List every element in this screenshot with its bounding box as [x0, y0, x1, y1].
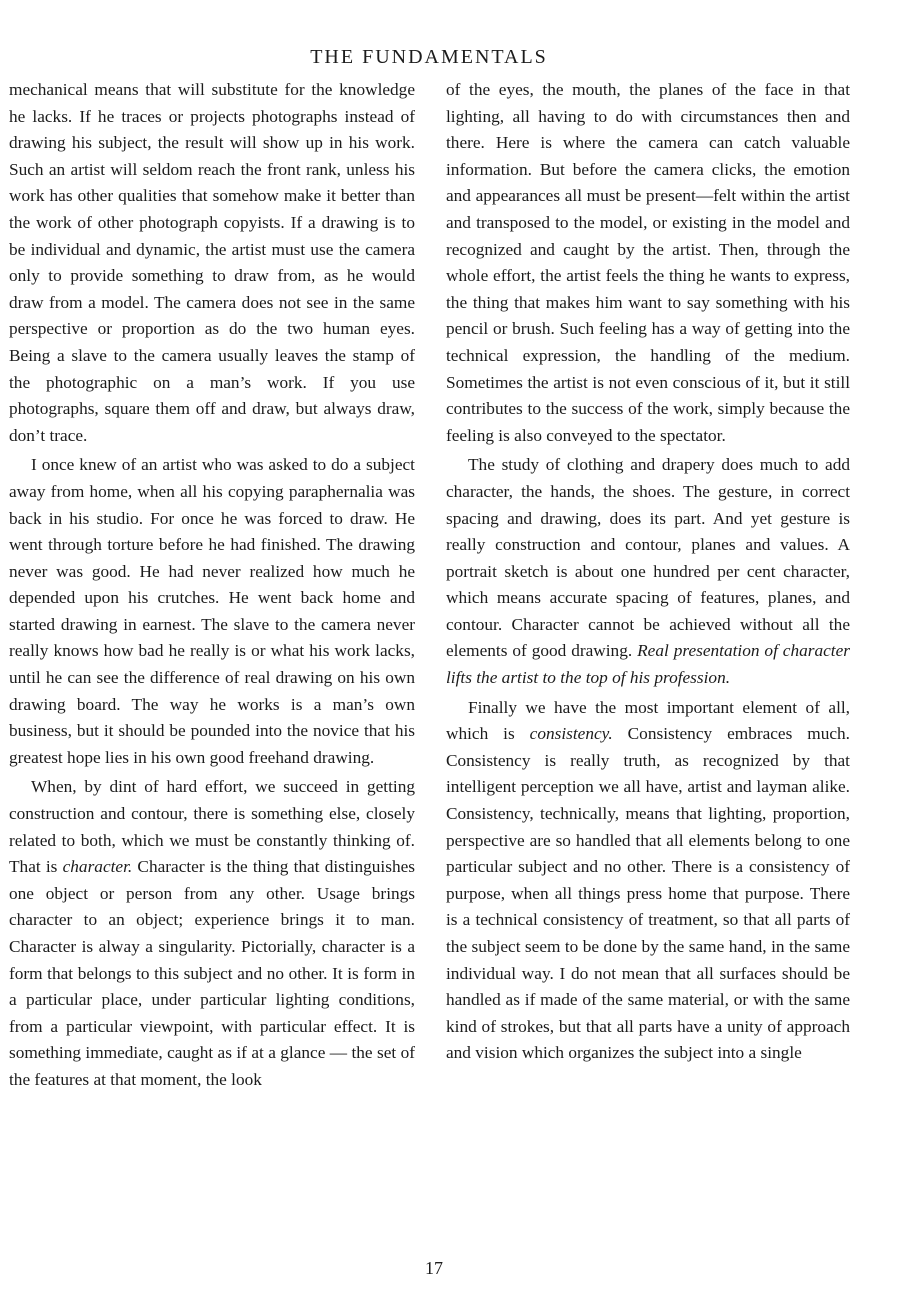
paragraph-text: Finally we have the most important element of all, which is [446, 697, 850, 744]
paragraph [446, 695, 850, 1067]
running-head: THE FUNDAMENTALS [310, 46, 548, 68]
paragraph-text: The study of clothing and drapery does much to add character, the hands, the shoes. The gesture, in correct spacing and drawing, does its part. And yet gesture is really construction and contour, planes and values. A portrait sketch is about one hundred per cent character, which means accurate spacing of features, planes, and contour. Character cannot be achieved without all the elements of good drawing. [446, 455, 850, 661]
right-column [446, 77, 850, 1067]
paragraph-text: Character is the thing that distinguishes one object or person from any other. Usage brings character to an object; experience brings it to man. Character is alway a singularity. Pictorially, character is a form that belongs to this subject and no other. It is form in a particular place, under particular lighting conditions, from a particular viewpoint, with particular effect. It is something immediate, caught as if at a glance — the set of the features at that moment, the look [9, 857, 415, 1089]
paragraph-text: Consistency embraces much. Consistency is really truth, as recognized by that intelligent perception we all have, artist and layman alike. Consistency, technically, means that lighting, proportion, perspective are so handled that all elements belong to one particular subject and no other. There is a consistency of purpose, when all things press home that purpose. There is a technical consistency of treatment, so that all parts of the subject seem to be done by the same hand, in the same individual way. I do not mean that all surfaces should be handled as if made of the same material, or with the same kind of strokes, but that all parts have a unity of approach and vision which organizes the subject into a single [446, 724, 850, 1063]
paragraph-text: When, by dint of hard effort, we succeed in getting construction and contour, there is something else, closely related to both, which we must be constantly thinking of. That is [9, 777, 415, 877]
emphasis: Real presentation of character lifts the artist to the top of his profession. [446, 641, 850, 688]
emphasis: character. [62, 857, 133, 877]
paragraph: of the eyes, the mouth, the planes of the face in that lighting, all having to do with circumstances then and there. Here is where the camera can catch valuable information. But before the camera clicks, the emotion and appearances all must be present—felt within the artist and transposed to the model, or existing in the model and recognized and caught by the artist. Then, through the whole effort, the artist feels the thing he wants to express, the thing that makes him want to say something with his pencil or brush. Such feeling has a way of getting into the technical expression, the handling of the medium. Sometimes the artist is not even conscious of it, but it still contributes to the success of the work, simply because the feeling is also conveyed to the spectator. [446, 80, 850, 445]
paragraph [9, 774, 415, 1093]
paragraph: I once knew of an artist who was asked to do a subject away from home, when all his copying paraphernalia was back in his studio. For once he was forced to draw. He went through torture before he had finished. The drawing never was good. He had never realized how much he depended upon his crutches. He went back home and started drawing in earnest. The slave to the camera never really knows how bad he really is or what his work lacks, until he can see the difference of real drawing on his own drawing board. The way he works is a man’s own business, but it should be pounded into the novice that his greatest hope lies in his own good freehand drawing. [9, 455, 415, 767]
left-column [9, 77, 415, 1094]
paragraph [446, 452, 850, 691]
page-number: 17 [425, 1258, 443, 1278]
paragraph: mechanical means that will substitute for the knowledge he lacks. If he traces or projects photographs instead of drawing his subject, the result will show up in his work. Such an artist will seldom reach the front rank, unless his work has other qualities that somehow make it better than the work of other photograph copyists. If a drawing is to be individual and dynamic, the artist must use the camera only to provide something to draw from, as he would draw from a model. The camera does not see in the same perspective or proportion as do the two human eyes. Being a slave to the camera usually leaves the stamp of the photographic on a man’s work. If you use photographs, square them off and draw, but always draw, don’t trace. [9, 80, 415, 445]
emphasis: consistency. [529, 724, 613, 744]
